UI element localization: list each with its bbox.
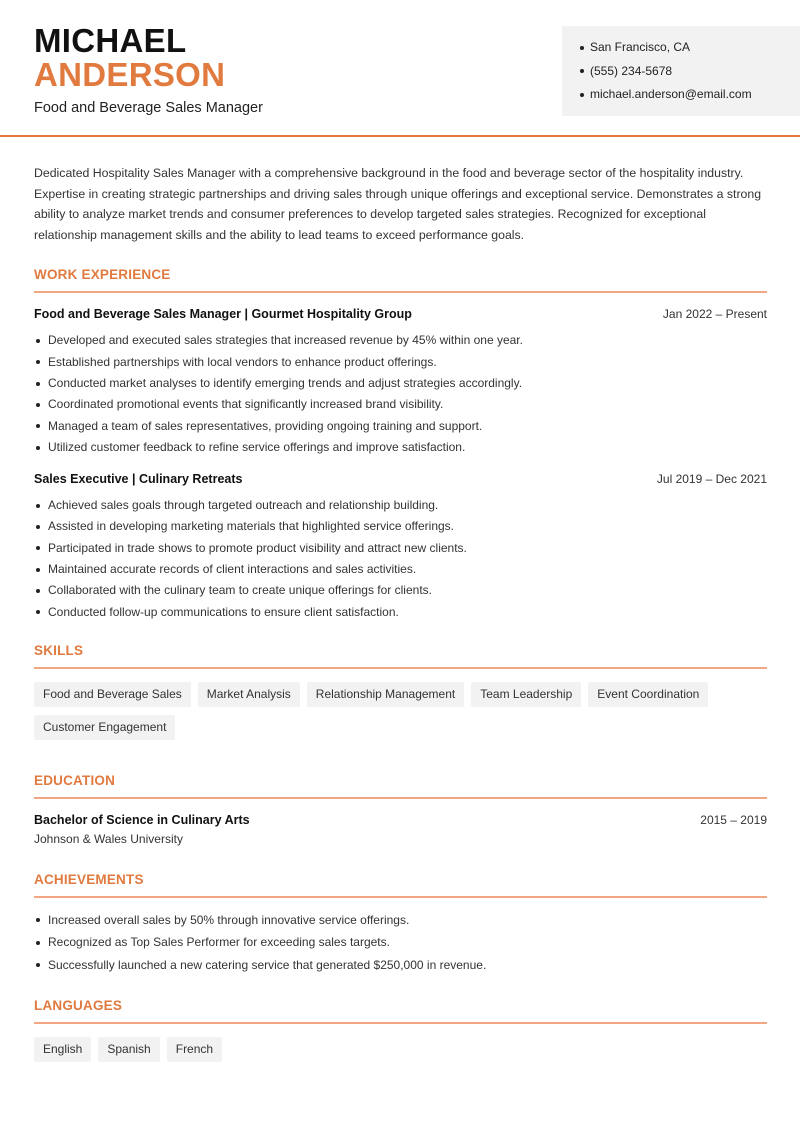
section-divider (34, 667, 767, 669)
skills-section (34, 643, 767, 740)
job-dates: Jul 2019 – Dec 2021 (656, 472, 767, 487)
bullet-icon (36, 403, 40, 407)
skill-tag: Food and Beverage Sales (34, 682, 191, 707)
list-item: Conducted market analyses to identify emerging trends and adjust strategies accordingly. (34, 373, 767, 394)
bullet-icon (36, 589, 40, 593)
bullet-icon (36, 504, 40, 508)
list-item: Managed a team of sales representatives, providing ongoing training and support. (34, 416, 767, 437)
job-title: Sales Executive | Culinary Retreats (34, 472, 243, 487)
last-name: ANDERSON (34, 56, 226, 93)
bullet-icon (36, 941, 40, 945)
contact-box (562, 26, 800, 116)
bullet-icon (36, 525, 40, 529)
section-divider (34, 1022, 767, 1024)
bullet-icon (36, 568, 40, 572)
section-title: ACHIEVEMENTS (34, 871, 144, 887)
list-item: Increased overall sales by 50% through innovative service offerings. (34, 909, 767, 932)
degree: Bachelor of Science in Culinary Arts (34, 812, 250, 827)
language-tags (34, 1037, 767, 1062)
resume-body (34, 163, 767, 1062)
skill-tag: Team Leadership (471, 682, 581, 707)
list-item: Achieved sales goals through targeted outreach and relationship building. (34, 495, 767, 516)
section-divider (34, 896, 767, 898)
job-entry (34, 307, 767, 458)
list-item: Maintained accurate records of client interactions and sales activities. (34, 559, 767, 580)
section-title: EDUCATION (34, 772, 116, 788)
list-item: Collaborated with the culinary team to create unique offerings for clients. (34, 580, 767, 601)
section-title: WORK EXPERIENCE (34, 267, 171, 283)
list-item: Coordinated promotional events that significantly increased brand visibility. (34, 394, 767, 415)
list-item: Recognized as Top Sales Performer for exceeding sales targets. (34, 931, 767, 954)
bullet-icon (36, 424, 40, 428)
bullet-icon (36, 382, 40, 386)
bullet-icon (36, 918, 40, 922)
section-title: SKILLS (34, 642, 84, 658)
bullet-icon (36, 610, 40, 614)
bullet-icon (36, 339, 40, 343)
first-name: MICHAEL (34, 22, 187, 59)
contact-phone: (555) 234-5678 (580, 60, 800, 84)
section-title: LANGUAGES (34, 998, 123, 1014)
skill-tag: Customer Engagement (34, 715, 175, 740)
list-item: Established partnerships with local vendors to enhance product offerings. (34, 352, 767, 373)
list-item: Utilized customer feedback to refine service offerings and improve satisfaction. (34, 437, 767, 458)
contact-email: michael.anderson@email.com (580, 83, 800, 107)
section-divider (34, 291, 767, 293)
bullet-icon (36, 360, 40, 364)
list-item: Assisted in developing marketing materials that highlighted service offerings. (34, 516, 767, 537)
bullet-icon (580, 46, 584, 50)
work-experience-section (34, 267, 767, 623)
job-title: Food and Beverage Sales Manager (34, 100, 263, 116)
school-name: Johnson & Wales University (34, 831, 183, 846)
job-bullets (34, 495, 767, 623)
education-section (34, 773, 767, 846)
job-dates: Jan 2022 – Present (662, 307, 767, 322)
language-tag: French (167, 1037, 222, 1062)
achievements-section (34, 872, 767, 977)
skill-tag: Relationship Management (307, 682, 464, 707)
education-dates: 2015 – 2019 (700, 812, 767, 827)
job-bullets (34, 330, 767, 458)
contact-location: San Francisco, CA (580, 36, 800, 60)
bullet-icon (36, 446, 40, 450)
bullet-icon (36, 546, 40, 550)
list-item: Developed and executed sales strategies that increased revenue by 45% within one year. (34, 330, 767, 351)
education-entry (34, 813, 767, 846)
summary: Dedicated Hospitality Sales Manager with a comprehensive background in the food and beverage sector of the hospitality industry. Expertise in creating strategic partnerships and driving sales through unique offerings and exceptional service. Demonstrates a strong ability to analyze market trends and consumer preferences to develop targeted sales strategies. Recognized for exceptional relationship management skills and the ability to lead teams to exceed performance goals. (34, 166, 762, 242)
bullet-icon (580, 69, 584, 73)
skill-tag: Event Coordination (588, 682, 708, 707)
language-tag: Spanish (98, 1037, 159, 1062)
job-title: Food and Beverage Sales Manager | Gourmet Hospitality Group (34, 307, 412, 322)
skill-tags (34, 682, 767, 740)
bullet-icon (580, 93, 584, 97)
list-item: Successfully launched a new catering service that generated $250,000 in revenue. (34, 954, 767, 977)
job-entry (34, 472, 767, 623)
section-divider (34, 797, 767, 799)
list-item: Conducted follow-up communications to ensure client satisfaction. (34, 602, 767, 623)
languages-section (34, 998, 767, 1062)
bullet-icon (36, 963, 40, 967)
achievement-list (34, 909, 767, 977)
list-item: Participated in trade shows to promote product visibility and attract new clients. (34, 538, 767, 559)
language-tag: English (34, 1037, 91, 1062)
resume-header (0, 0, 800, 137)
skill-tag: Market Analysis (198, 682, 300, 707)
